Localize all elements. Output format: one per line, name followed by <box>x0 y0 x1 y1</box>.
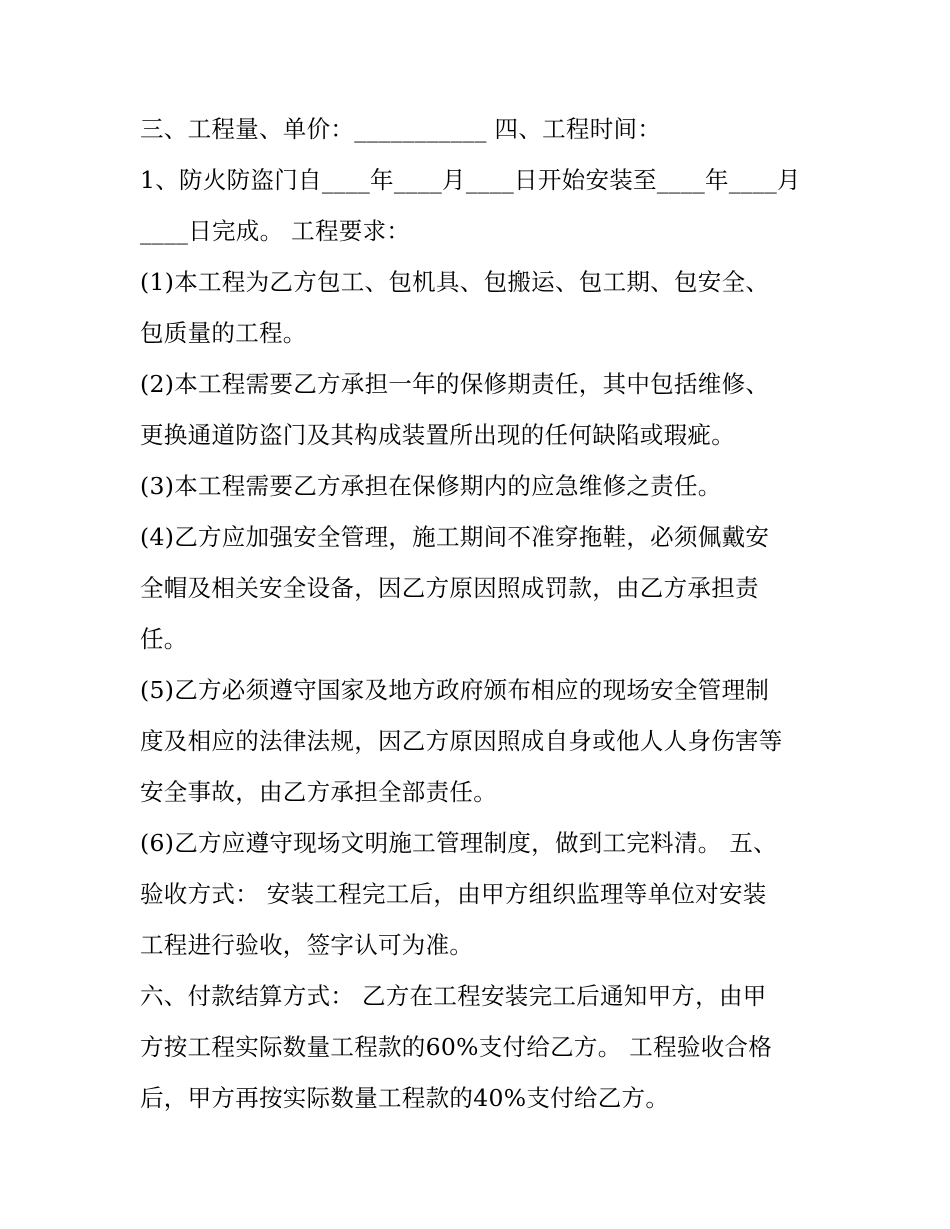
text-line: (3)本工程需要乙方承担在保修期内的应急维修之责任。 <box>140 472 722 500</box>
text-line: 验收方式： 安装工程完工后，由甲方组织监理等单位对安装 <box>140 880 767 908</box>
text-line: (5)乙方必须遵守国家及地方政府颁布相应的现场安全管理制 <box>140 676 770 704</box>
text-line: 六、付款结算方式： 乙方在工程安装完工后通知甲方，由甲 <box>140 982 767 1010</box>
text-line: 任。 <box>140 625 188 653</box>
document-page <box>140 104 820 1124</box>
text-line: (1)本工程为乙方包工、包机具、包搬运、包工期、包安全、 <box>140 268 770 296</box>
text-line: 更换通道防盗门及其构成装置所出现的任何缺陷或瑕疵。 <box>140 421 735 449</box>
text-line: 方按工程实际数量工程款的60%支付给乙方。 工程验收合格 <box>140 1033 773 1061</box>
text-line: (4)乙方应加强安全管理，施工期间不准穿拖鞋，必须佩戴安 <box>140 523 770 551</box>
text-line: ____日完成。 工程要求： <box>140 217 411 245</box>
text-line: 安全事故，由乙方承担全部责任。 <box>140 778 497 806</box>
text-line: 包质量的工程。 <box>140 319 307 347</box>
text-line: (6)乙方应遵守现场文明施工管理制度，做到工完料清。 五、 <box>140 829 777 857</box>
text-line: (2)本工程需要乙方承担一年的保修期责任，其中包括维修、 <box>140 370 770 398</box>
text-line: 工程进行验收，签字认可为准。 <box>140 931 474 959</box>
text-line: 度及相应的法律法规，因乙方原因照成自身或他人人身伤害等 <box>140 727 783 755</box>
heading-section-3-4: 三、工程量、单价：___________ 四、工程时间： <box>140 115 662 143</box>
text-line: 后，甲方再按实际数量工程款的40%支付给乙方。 <box>140 1084 670 1112</box>
text-line: 1、防火防盗门自____年____月____日开始安装至____年____月 <box>140 166 801 194</box>
text-line: 全帽及相关安全设备，因乙方原因照成罚款，由乙方承担责 <box>140 574 759 602</box>
